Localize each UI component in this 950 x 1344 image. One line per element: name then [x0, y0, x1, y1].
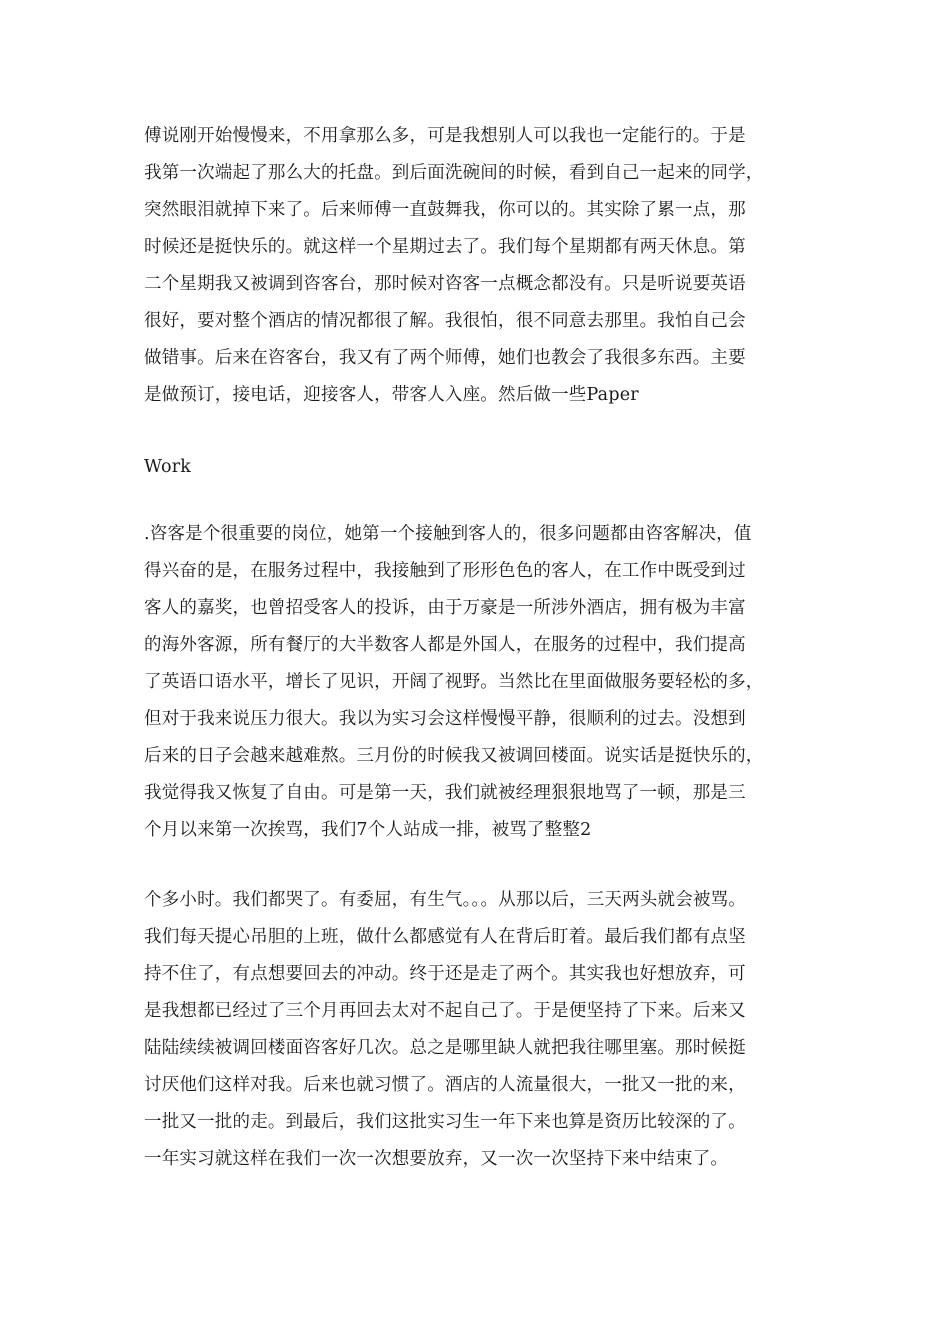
text-line: 是做预订，接电话，迎接客人，带客人入座。然后做一些Paper — [144, 385, 639, 405]
text-line: 的海外客源，所有餐厅的大半数客人都是外国人，在服务的过程中，我们提高 — [144, 635, 746, 655]
text-line: 持不住了，有点想要回去的冲动。终于还是走了两个。其实我也好想放弃，可 — [144, 964, 746, 984]
text-line: 个月以来第一次挨骂，我们7个人站成一排，被骂了整整2 — [144, 820, 592, 840]
text-line: 讨厌他们这样对我。后来也就习惯了。酒店的人流量很大，一批又一批的来， — [144, 1075, 746, 1095]
text-line: 傅说刚开始慢慢来，不用拿那么多，可是我想别人可以我也一定能行的。于是 — [144, 126, 746, 146]
text-line: 是我想都已经过了三个月再回去太对不起自己了。于是便坚持了下来。后来又 — [144, 1001, 746, 1021]
text-line: 得兴奋的是，在服务过程中，我接触到了形形色色的客人，在工作中既受到过 — [144, 561, 746, 581]
text-line: 陆陆续续被调回楼面咨客好几次。总之是哪里缺人就把我往哪里塞。那时候挺 — [144, 1038, 746, 1058]
text-line: 但对于我来说压力很大。我以为实习会这样慢慢平静，很顺利的过去。没想到 — [144, 709, 746, 729]
text-line: 时候还是挺快乐的。就这样一个星期过去了。我们每个星期都有两天休息。第 — [144, 237, 746, 257]
text-line: 我觉得我又恢复了自由。可是第一天，我们就被经理狠狠地骂了一顿，那是三 — [144, 783, 746, 803]
paragraph-4 — [144, 882, 814, 1178]
text-line: 一年实习就这样在我们一次一次想要放弃，又一次一次坚持下来中结束了。 — [144, 1149, 729, 1169]
text-line: 一批又一批的走。到最后，我们这批实习生一年下来也算是资历比较深的了。 — [144, 1112, 746, 1132]
text-line: 做错事。后来在咨客台，我又有了两个师傅，她们也教会了我很多东西。主要 — [144, 348, 746, 368]
paragraph-1 — [144, 118, 814, 414]
text-line: 我第一次端起了那么大的托盘。到后面洗碗间的时候，看到自己一起来的同学， — [144, 163, 764, 183]
text-line: Work — [144, 457, 192, 477]
text-line: 我们每天提心吊胆的上班，做什么都感觉有人在背后盯着。最后我们都有点坚 — [144, 927, 746, 947]
text-line: 很好，要对整个酒店的情况都很了解。我很怕，很不同意去那里。我怕自己会 — [144, 311, 746, 331]
text-line: 了英语口语水平，增长了见识，开阔了视野。当然比在里面做服务要轻松的多， — [144, 672, 764, 692]
paragraph-3 — [144, 516, 814, 849]
text-line: 个多小时。我们都哭了。有委屈，有生气。。。从那以后，三天两头就会被骂。 — [144, 890, 746, 910]
text-line: 二个星期我又被调到咨客台，那时候对咨客一点概念都没有。只是听说要英语 — [144, 274, 746, 294]
text-line: 后来的日子会越来越难熬。三月份的时候我又被调回楼面。说实话是挺快乐的， — [144, 746, 764, 766]
text-line: 客人的嘉奖，也曾招受客人的投诉，由于万豪是一所涉外酒店，拥有极为丰富 — [144, 598, 746, 618]
paragraph-2 — [144, 449, 814, 486]
text-line: .咨客是个很重要的岗位，她第一个接触到客人的，很多问题都由咨客解决，值 — [144, 524, 752, 544]
text-line: 突然眼泪就掉下来了。后来师傅一直鼓舞我，你可以的。其实除了累一点，那 — [144, 200, 746, 220]
